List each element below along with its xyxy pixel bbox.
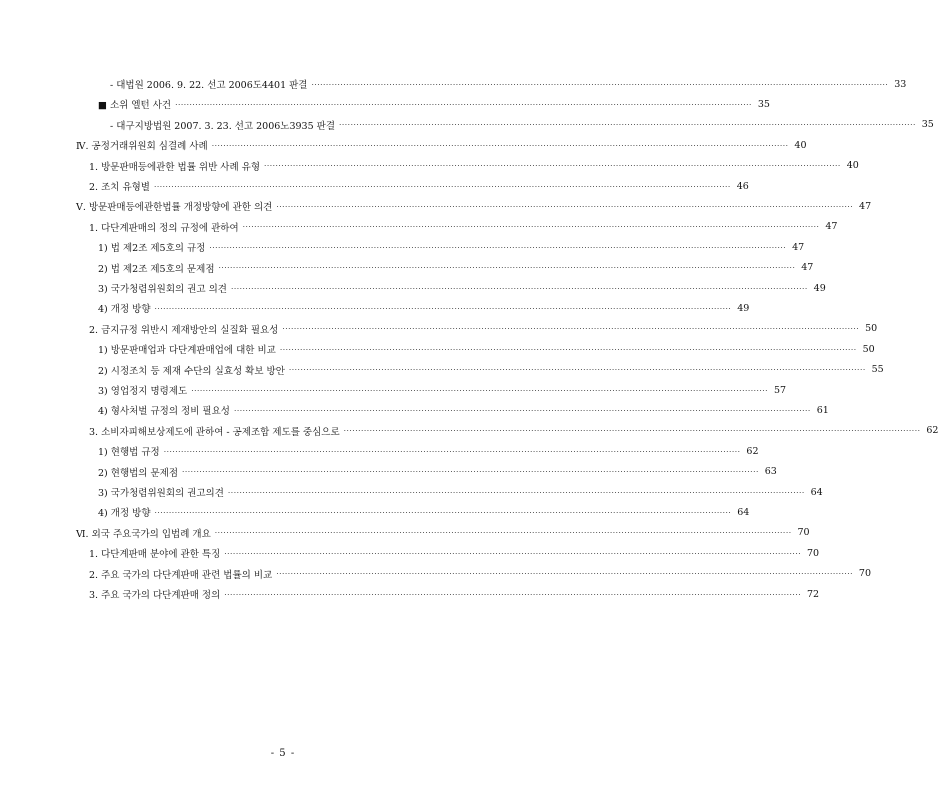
toc-entry-page: 61 [816, 404, 829, 416]
toc-entry-page: 70 [807, 547, 820, 559]
toc-entry-page: 49 [737, 302, 750, 314]
page-number: - 5 - [270, 748, 296, 759]
toc-entry[interactable] [98, 260, 814, 276]
toc-entry-page: 47 [801, 262, 814, 274]
toc-entry-page: 47 [825, 221, 838, 233]
toc-entry[interactable] [76, 525, 810, 541]
toc-leader-dots: ········································································································································································································ [264, 161, 841, 171]
toc-entry-page: 35 [757, 98, 770, 110]
toc-entry-title: 1. 다단계판매의 정의 규정에 관하여 [89, 222, 239, 234]
toc-leader-dots: ········································································································································································································ [339, 120, 916, 130]
toc-entry-title: 1) 법 제2조 제5호의 규정 [98, 243, 206, 255]
toc-leader-dots: ········································································································································································································ [224, 589, 802, 599]
toc-entry[interactable] [98, 341, 875, 357]
toc-entry-title: 3) 국가청렴위원회의 권고의견 [98, 488, 224, 499]
toc-leader-dots: ········································································································································································································ [154, 181, 731, 191]
toc-entry-title: 3. 소비자피해보상제도에 관하여 - 공제조합 제도를 중심으로 [89, 426, 340, 438]
toc-leader-dots: ········································································································································································································ [209, 242, 787, 252]
toc-entry-page: 49 [813, 282, 826, 294]
toc-entry-title: Ⅳ. 공정거래위원회 심결례 사례 [76, 141, 208, 153]
toc-entry[interactable] [89, 321, 878, 337]
toc-entry-title: Ⅵ. 외국 주요국가의 입법례 개요 [76, 528, 211, 540]
toc-entry-title: 1. 방문판매등에관한 법률 위반 사례 유형 [89, 161, 260, 173]
toc-entry[interactable] [98, 504, 750, 520]
toc-entry-title: 1. 다단계판매 분야에 관한 특징 [89, 549, 221, 561]
toc-leader-dots: ········································································································································································································ [276, 201, 854, 211]
toc-leader-dots: ········································································································································································································ [218, 263, 796, 273]
toc-entry[interactable] [98, 362, 884, 378]
toc-entry-title: 3. 주요 국가의 다단계판매 정의 [89, 590, 221, 601]
toc-entry-page: 62 [746, 445, 759, 457]
toc-entry-page: 47 [792, 241, 805, 253]
toc-entry[interactable] [98, 96, 770, 112]
toc-entry[interactable] [76, 198, 872, 214]
toc-entry-title: 2. 주요 국가의 다단계판매 관련 법률의 비교 [89, 569, 273, 581]
toc-entry[interactable] [98, 464, 777, 480]
toc-entry[interactable] [76, 137, 807, 153]
toc-leader-dots: ········································································································································································································ [154, 303, 732, 313]
toc-entry-title: 2. 금지규정 위반시 제재방안의 실질화 필요성 [89, 324, 279, 336]
toc-entry-page: 40 [794, 139, 807, 151]
toc-entry[interactable] [89, 545, 820, 561]
toc-entry-page: 64 [737, 506, 750, 518]
toc-leader-dots: ········································································································································································································ [154, 507, 732, 517]
toc-entry[interactable] [98, 239, 805, 255]
toc-entry-page: 35 [921, 119, 934, 131]
toc-entry-page: 70 [797, 527, 810, 539]
toc-entry[interactable] [98, 484, 823, 500]
toc-entry-title: ■ 소위 엘턴 사건 [98, 100, 172, 112]
toc-leader-dots: ········································································································································································································ [282, 324, 860, 334]
toc-entry-title: 4) 개정 방향 [98, 508, 151, 520]
toc-leader-dots: ········································································································································································································ [343, 426, 921, 436]
toc-entry-page: 63 [764, 466, 777, 478]
toc-leader-dots: ········································································································································································································ [175, 99, 752, 109]
toc-entry-title: 1) 현행법 규정 [98, 447, 160, 459]
toc-entry-title: - 대법원 2006. 9. 22. 선고 2006도4401 판결 [110, 80, 308, 91]
toc-entry-page: 70 [858, 568, 872, 580]
toc-leader-dots: ········································································································································································································ [279, 344, 857, 354]
toc-leader-dots: ········································································································································································································ [182, 467, 759, 477]
toc-entry-title: 3) 국가청렴위원회의 권고 의견 [98, 284, 227, 295]
toc-entry-title: - 대구지방법원 2007. 3. 23. 선고 2006노3935 판결 [110, 120, 336, 132]
toc-entry[interactable] [89, 219, 838, 235]
toc-entry[interactable] [98, 300, 750, 316]
toc-leader-dots: ········································································································································································································ [224, 548, 802, 558]
toc-entry-page: 47 [859, 200, 872, 212]
toc-entry-title: Ⅴ. 방문판매등에관한법률 개정방향에 관한 의견 [76, 202, 273, 214]
toc-entry-title: 2) 현행법의 문제점 [98, 467, 179, 479]
toc-leader-dots: ········································································································································································································ [288, 365, 866, 375]
toc-entry-page: 72 [807, 588, 820, 600]
toc-entry-page: 64 [810, 486, 823, 498]
toc-entry-page: 62 [926, 425, 938, 437]
toc-entry-page: 50 [865, 323, 878, 335]
toc-entry[interactable] [89, 158, 859, 174]
toc-entry-page: 57 [773, 384, 787, 396]
toc-entry-title: 1) 방문판매업과 다단계판매업에 대한 비교 [98, 345, 276, 357]
toc-entry[interactable] [98, 280, 826, 296]
toc-leader-dots: ········································································································································································································ [242, 222, 820, 232]
toc-entry-title: 2) 시정조치 등 제재 수단의 실효성 확보 방안 [98, 365, 285, 377]
toc-entry[interactable] [98, 382, 787, 398]
toc-entry[interactable] [89, 586, 820, 602]
toc-entry[interactable] [89, 566, 872, 582]
toc-entry-page: 33 [894, 78, 907, 90]
toc-leader-dots: ········································································································································································································ [214, 528, 792, 538]
toc-entry[interactable] [89, 178, 749, 194]
toc-entry-title: 2) 법 제2조 제5호의 문제점 [98, 263, 215, 275]
toc-entry[interactable] [110, 117, 934, 133]
toc-entry-page: 50 [862, 343, 875, 355]
toc-leader-dots: ········································································································································································································ [227, 487, 805, 497]
toc-entry-title: 2. 조치 유형별 [89, 182, 150, 193]
toc-entry-title: 4) 개정 방향 [98, 304, 151, 316]
toc-leader-dots: ········································································································································································································ [311, 79, 889, 89]
toc-entry-page: 55 [871, 364, 884, 376]
toc-entry-title: 3) 영업정지 명령제도 [98, 386, 188, 397]
toc-entry-title: 4) 형사처벌 규정의 정비 필요성 [98, 406, 230, 418]
toc-entry[interactable] [89, 423, 938, 439]
toc-leader-dots: ········································································································································································································ [211, 140, 789, 150]
toc-leader-dots: ········································································································································································································ [233, 405, 811, 415]
toc-entry[interactable] [110, 76, 907, 92]
toc-leader-dots: ········································································································································································································ [163, 446, 741, 456]
toc-leader-dots: ········································································································································································································ [230, 283, 808, 293]
toc-leader-dots: ········································································································································································································ [191, 385, 769, 395]
toc-entry-page: 46 [736, 180, 749, 192]
toc-entry[interactable] [98, 402, 829, 418]
toc-leader-dots: ········································································································································································································ [276, 569, 854, 579]
toc-entry[interactable] [98, 443, 759, 459]
toc-entry-page: 40 [846, 160, 859, 172]
